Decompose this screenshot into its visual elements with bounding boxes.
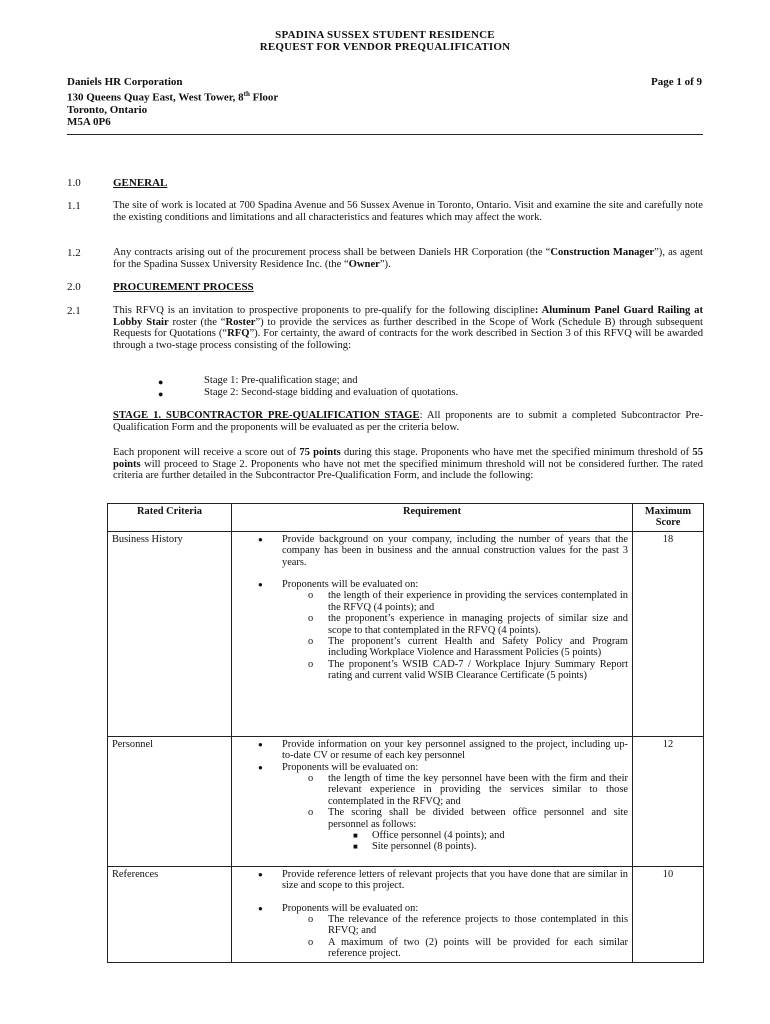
requirement-cell [232, 736, 633, 866]
text-run: will proceed to Stage 2. Proponents who have not met the specified minimum threshold will not be considered further. The rated criteria are further detailed in the Subcontractor Pre-Qualification Form, and include the following: [113, 458, 703, 482]
section-number: 2.1 [67, 305, 81, 317]
bullet-icon: ● [258, 903, 263, 913]
doc-title-line2: REQUEST FOR VENDOR PREQUALIFICATION [259, 41, 511, 53]
circle-bullet-icon: o [308, 936, 314, 948]
city: Toronto, Ontario [67, 103, 148, 116]
item-text: Provide background on your company, including the number of years that the company has been in business and the annual construction values for the past 3 years. [282, 533, 628, 568]
section-heading-general: GENERAL [113, 177, 168, 189]
circle-bullet-icon: o [308, 773, 314, 785]
list-item [236, 903, 628, 914]
item-text: The proponent’s WSIB CAD-7 / Workplace Injury Summary Report rating and current valid WSIB Clearance Certificate (5 points) [328, 658, 628, 682]
text-run: : All proponents are to submit a completed Subcontractor Pre-Qualification Form and the proponents will be evaluated as per the criteria below. [113, 410, 703, 433]
score-paragraph [113, 447, 703, 482]
text-run: ”). For certainty, the award of contracts for the work described in Section 3 of this RFVQ will be awarded through a two-stage process consisting of the following: [113, 328, 703, 351]
score-cell: 18 [633, 531, 704, 736]
criteria-cell: Business History [108, 531, 232, 736]
sub-item [236, 807, 628, 830]
bullet-icon: ● [258, 869, 263, 879]
list-item [236, 762, 628, 773]
section-number: 2.0 [67, 281, 81, 293]
sub-item [236, 773, 628, 807]
text-run: ”). [379, 258, 391, 270]
text-run: during this stage. Proponents who have met the specified minimum threshold of [340, 447, 693, 458]
section-number: 1.2 [67, 247, 81, 259]
stage1-heading: STAGE 1. SUBCONTRACTOR PRE-QUALIFICATION STAGE [113, 410, 420, 421]
bullet-icon: ● [258, 534, 263, 544]
text-run: ”), as agent for the Spadina Sussex University Residence Inc. (the “ [113, 247, 703, 270]
list-item [236, 534, 628, 568]
rated-criteria-table [107, 503, 704, 963]
page-number: Page 1 of 9 [650, 76, 702, 88]
text-run: Each proponent will receive a score out of [113, 447, 300, 458]
square-bullet-icon: ■ [353, 831, 358, 841]
item-text: A maximum of two (2) points will be provided for each similar reference project. [328, 936, 628, 960]
sub-sub-item [236, 841, 628, 852]
paragraph-1-2 [113, 247, 703, 270]
section-number: 1.1 [67, 200, 81, 212]
street-b: Floor [249, 91, 279, 104]
text-run: roster (the “ [168, 316, 226, 328]
score-cell: 12 [633, 736, 704, 866]
column-header: Rated Criteria [108, 504, 232, 532]
paragraph-2-1 [113, 305, 703, 351]
table-row [108, 531, 704, 736]
table-row [108, 866, 704, 962]
sub-sub-item [236, 830, 628, 841]
item-text: Provide information on your key personnel assigned to the project, including up-to-date CV or resume of each key personnel [282, 738, 628, 762]
company-name: Daniels HR Corporation [67, 76, 183, 88]
item-text: Proponents will be evaluated on: [282, 902, 419, 914]
item-text: the proponent’s experience in managing projects of similar size and scope to that contemplated in the RFVQ (4 points). [328, 613, 628, 636]
text-run: ”) to provide the services as further described in the Scope of Work (Schedule B) through subsequent Requests for Quotations (“ [113, 316, 703, 340]
item-text: Provide reference letters of relevant projects that you have done that are similar in size and scope to this project. [282, 868, 628, 892]
criteria-cell: References [108, 866, 232, 962]
sub-item [236, 659, 628, 682]
stage-bullet: Stage 2: Second-stage bidding and evaluation of quotations. [204, 387, 459, 398]
discipline-name: : Aluminum Panel Guard Railing at Lobby Stair [113, 305, 703, 328]
circle-bullet-icon: o [308, 590, 314, 602]
sub-item [236, 590, 628, 613]
bullet-icon: ● [258, 739, 263, 749]
term-rfq: RFQ [227, 328, 250, 340]
circle-bullet-icon: o [308, 658, 314, 670]
postal-code: M5A 0P6 [67, 115, 111, 128]
circle-bullet-icon: o [308, 807, 314, 819]
bullet-icon: ● [158, 389, 164, 399]
circle-bullet-icon: o [308, 613, 314, 625]
item-text: The scoring shall be divided between office personnel and site personnel as follows: [328, 807, 628, 830]
sub-item [236, 636, 628, 659]
header-divider [67, 134, 703, 135]
stage1-paragraph [113, 410, 703, 433]
circle-bullet-icon: o [308, 636, 314, 648]
term-owner: Owner [348, 258, 380, 270]
column-header: Maximum Score [633, 504, 704, 532]
sub-item [236, 937, 628, 960]
requirement-cell [232, 866, 633, 962]
stage-bullet: Stage 1: Pre-qualification stage; and [204, 375, 358, 386]
table-header-row [108, 504, 704, 532]
square-bullet-icon: ■ [353, 842, 358, 852]
text-run: This RFVQ is an invitation to prospective proponents to pre-qualify for the following discipline [113, 305, 535, 316]
section-number: 1.0 [67, 177, 81, 189]
total-points: 75 points [299, 447, 341, 458]
circle-bullet-icon: o [308, 914, 314, 926]
sub-item [236, 914, 628, 937]
item-text: The relevance of the reference projects to those contemplated in this RFVQ; and [328, 914, 628, 937]
item-text: Site personnel (8 points). [372, 841, 477, 853]
threshold-points: 55 points [113, 447, 703, 470]
list-item [236, 739, 628, 762]
bullet-icon: ● [258, 762, 263, 772]
requirement-cell [232, 531, 633, 736]
doc-title-line1: SPADINA SUSSEX STUDENT RESIDENCE [275, 29, 495, 41]
bullet-icon: ● [158, 377, 164, 387]
address-block [67, 76, 278, 128]
item-text: the length of time the key personnel have been with the firm and their relevant experience in providing the services similar to those contemplated in the RFVQ; and [328, 773, 628, 807]
item-text: the length of their experience in providing the services contemplated in the RFVQ (4 points); and [328, 590, 628, 613]
text-run: Any contracts arising out of the procurement process shall be between Daniels HR Corporation (the “ [113, 247, 551, 258]
list-item [236, 869, 628, 892]
column-header: Requirement [232, 504, 633, 532]
item-text: Office personnel (4 points); and [372, 830, 505, 842]
item-text: Proponents will be evaluated on: [282, 761, 419, 773]
score-cell: 10 [633, 866, 704, 962]
item-text: The proponent’s current Health and Safety Policy and Program including Workplace Violence and Harassment Policies (5 points) [328, 636, 628, 659]
paragraph-1-1: The site of work is located at 700 Spadina Avenue and 56 Sussex Avenue in Toronto, Ontario. Visit and examine the site and carefully note the existing conditions and limitations and all characteristics and features which may affect the work. [113, 200, 703, 223]
list-item [236, 579, 628, 590]
bullet-icon: ● [258, 580, 263, 590]
street-sup: th [243, 90, 250, 98]
sub-item [236, 613, 628, 636]
street-a: 130 Queens Quay East, West Tower, 8 [67, 91, 244, 104]
criteria-cell: Personnel [108, 736, 232, 866]
item-text: Proponents will be evaluated on: [282, 579, 419, 591]
street-address [67, 88, 278, 104]
term-roster: Roster [225, 316, 256, 328]
table-row [108, 736, 704, 866]
term-construction-manager: Construction Manager [550, 247, 655, 258]
section-heading-procurement: PROCUREMENT PROCESS [113, 281, 254, 293]
